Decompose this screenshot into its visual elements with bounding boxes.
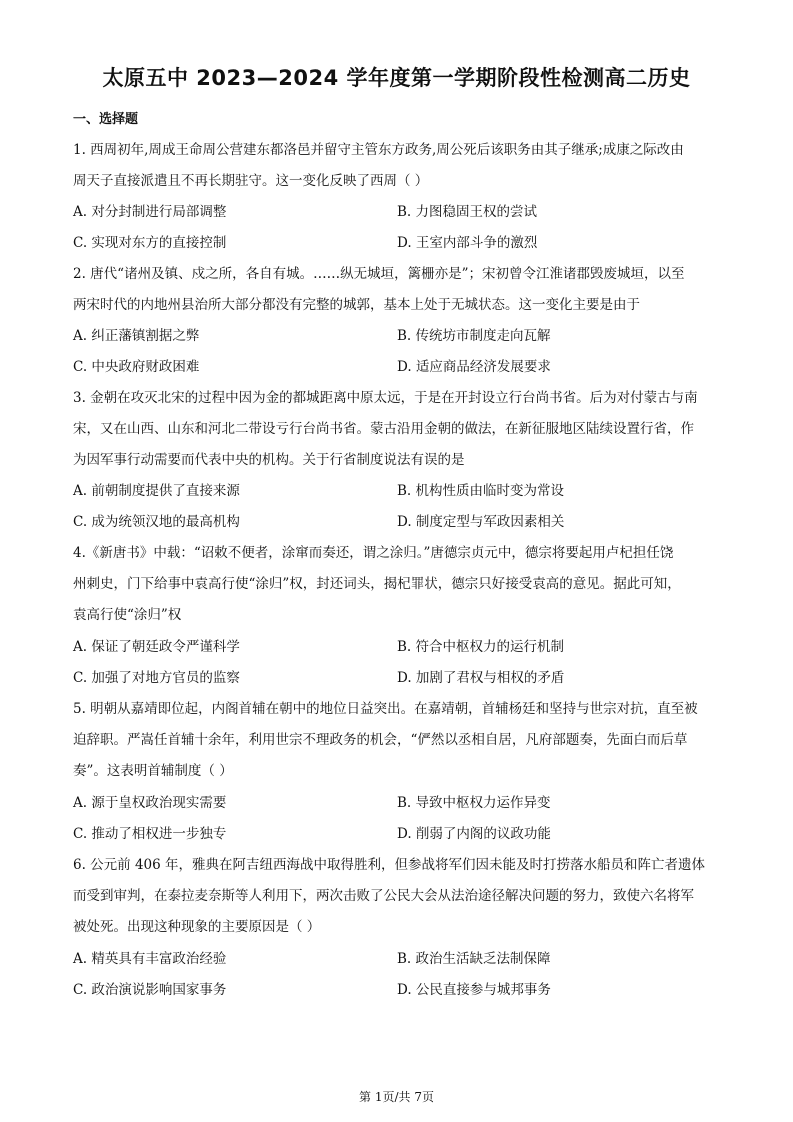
option-d: D. 公民直接参与城邦事务 <box>397 982 551 998</box>
question-text-line: 两宋时代的内地州县治所大部分都没有完整的城郭，基本上处于无城状态。这一变化主要是由于 <box>73 297 640 313</box>
option-a: A. 纠正藩镇割据之弊 <box>73 328 200 344</box>
option-a: A. 前朝制度提供了直接来源 <box>73 483 240 499</box>
option-a: A. 源于皇权政治现实需要 <box>73 795 227 811</box>
question-text-line: 为因军事行动需要而代表中央的机构。关于行省制度说法有误的是 <box>73 452 465 468</box>
question-5 <box>73 694 723 787</box>
option-b: B. 机构性质由临时变为常设 <box>397 483 565 499</box>
question-4 <box>73 538 723 631</box>
option-c: C. 成为统领汉地的最高机构 <box>73 514 240 530</box>
question-3 <box>73 383 723 476</box>
question-text-line: 而受到审判，在泰拉麦奈斯等人利用下，两次击败了公民大会从法治途径解决问题的努力，致使六名将军 <box>73 888 694 904</box>
question-text-line: 被处死。出现这种现象的主要原因是（ ） <box>73 919 321 935</box>
question-text-line: 宋，又在山西、山东和河北二带设亏行台尚书省。蒙古沿用金朝的做法，在新征服地区陆续设置行省，作 <box>73 421 694 437</box>
option-b: B. 传统坊市制度走向瓦解 <box>397 328 551 344</box>
question-text-line: 6. 公元前 406 年，雅典在阿吉纽西海战中取得胜利，但参战将军们因未能及时打捞落水船员和阵亡者遗体 <box>73 857 706 873</box>
page-title: 太原五中 2023—2024 学年度第一学期阶段性检测高二历史 <box>102 66 691 90</box>
question-text-line: 迫辞职。严嵩任首辅十余年，利用世宗不理政务的机会，“俨然以丞相自居，凡府部题奏，先面白而后草 <box>73 732 688 748</box>
question-text-line: 州刺史，门下给事中袁高行使“涂归”权，封还词头，揭杞罪状，德宗只好接受袁高的意见。据此可知， <box>73 576 681 592</box>
option-a: A. 保证了朝廷政令严谨科学 <box>73 639 240 655</box>
question-text-line: 4.《新唐书》中载：“诏敕不便者，涂窜而奏还，谓之涂归。”唐德宗贞元中，德宗将要起用卢杞担任饶 <box>73 545 674 561</box>
question-6 <box>73 850 723 943</box>
option-d: D. 削弱了内阁的议政功能 <box>397 826 551 842</box>
option-b: B. 力图稳固王权的尝试 <box>397 204 538 220</box>
question-text-line: 奏”。这表明首辅制度（ ） <box>73 763 233 779</box>
question-2 <box>73 259 723 321</box>
question-text-line: 周天子直接派遣且不再长期驻守。这一变化反映了西周（ ） <box>73 173 429 189</box>
question-text-line: 1. 西周初年,周成王命周公营建东都洛邑并留守主管东方政务,周公死后该职务由其子继承;成康之际改由 <box>73 142 684 158</box>
option-c: C. 实现对东方的直接控制 <box>73 235 227 251</box>
option-d: D. 制度定型与军政因素相关 <box>397 514 565 530</box>
option-b: B. 符合中枢权力的运行机制 <box>397 639 565 655</box>
question-text-line: 5. 明朝从嘉靖即位起，内阁首辅在朝中的地位日益突出。在嘉靖朝，首辅杨廷和坚持与世宗对抗，直至被 <box>73 701 698 717</box>
option-d: D. 王室内部斗争的激烈 <box>397 235 538 251</box>
section-heading: 一、选择题 <box>73 112 139 127</box>
option-b: B. 导致中枢权力运作异变 <box>397 795 551 811</box>
option-a: A. 精英具有丰富政治经验 <box>73 951 227 967</box>
question-1 <box>73 135 723 197</box>
option-c: C. 推动了相权进一步独专 <box>73 826 227 842</box>
question-text-line: 2. 唐代“诸州及镇、戍之所，各自有城。……纵无城垣，篱栅亦是”；宋初曾令江淮诸郡毁废城垣，以至 <box>73 266 685 282</box>
question-text-line: 3. 金朝在攻灭北宋的过程中因为金的都城距离中原太远，于是在开封设立行台尚书省。后为对付蒙古与南 <box>73 390 698 406</box>
option-d: D. 加剧了君权与相权的矛盾 <box>397 670 565 686</box>
option-d: D. 适应商品经济发展要求 <box>397 359 551 375</box>
question-text-line: 袁高行使“涂归”权 <box>73 607 182 623</box>
option-b: B. 政治生活缺乏法制保障 <box>397 951 551 967</box>
option-c: C. 中央政府财政困难 <box>73 359 200 375</box>
option-a: A. 对分封制进行局部调整 <box>73 204 227 220</box>
option-c: C. 政治演说影响国家事务 <box>73 982 227 998</box>
option-c: C. 加强了对地方官员的监察 <box>73 670 240 686</box>
page-number: 第 1页/共 7页 <box>359 1090 434 1104</box>
